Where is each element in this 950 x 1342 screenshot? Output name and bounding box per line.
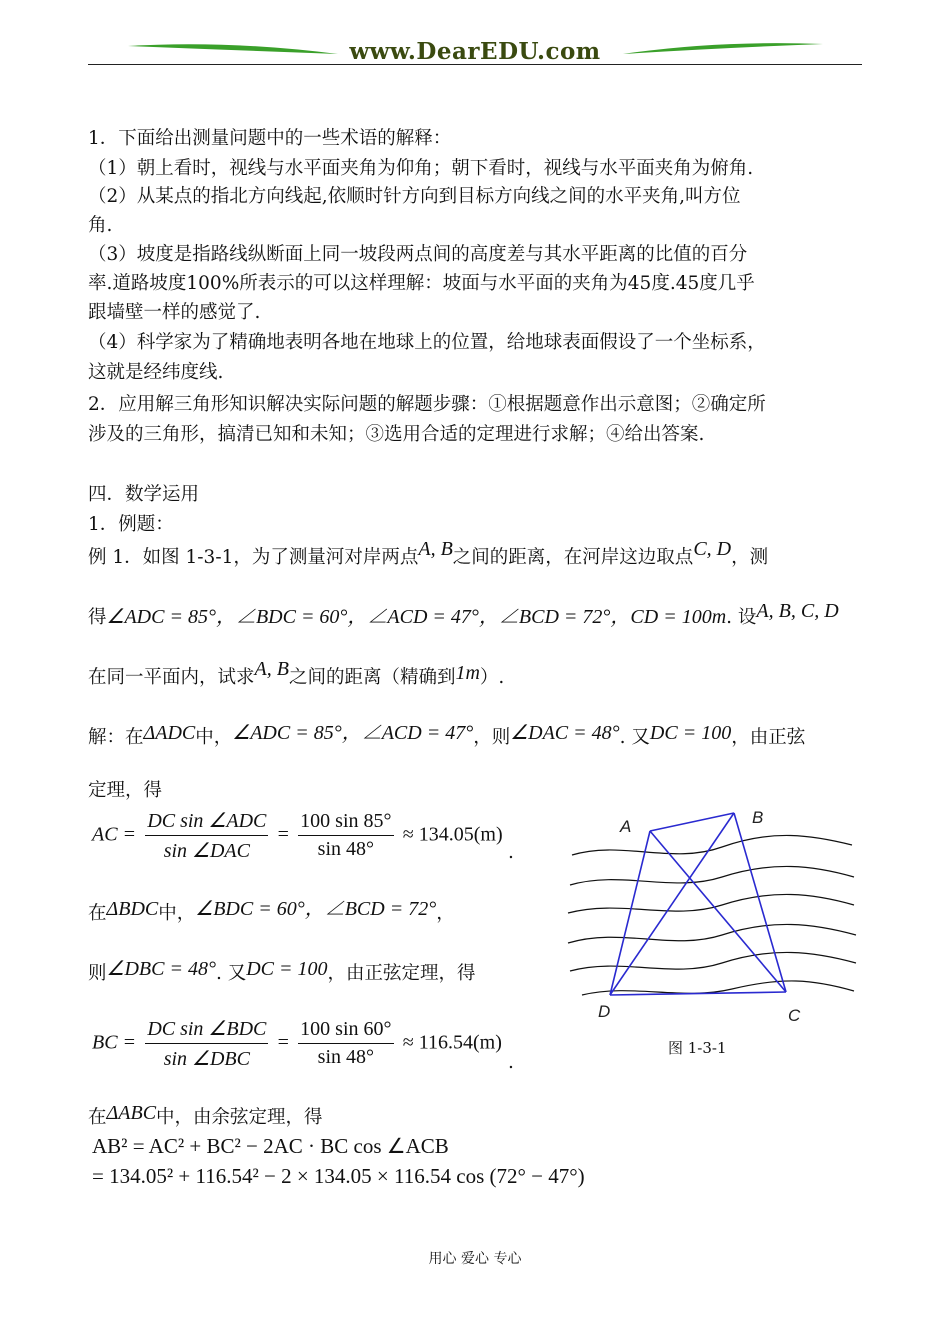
terms-line: （4）科学家为了精确地表明各地在地球上的位置，给地球表面假设了一个坐标系，	[88, 332, 766, 353]
page-footer: 用心 爱心 专心	[428, 1251, 522, 1267]
label-d: D	[598, 1002, 611, 1021]
header-rule	[88, 64, 862, 65]
label-c: C	[788, 1006, 801, 1025]
terms-line: 涉及的三角形，搞清已知和未知；③选用合适的定理进行求解；④给出答案.	[88, 424, 705, 445]
terms-line: 率.道路坡度100%所表示的可以这样理解：坡面与水平面的夹角为45度.45度几乎	[88, 273, 755, 294]
equation-ab-line-1: AB² = AC² + BC² − 2AC · BC cos ∠ACB	[92, 1134, 449, 1158]
river-lines	[568, 835, 856, 995]
terms-line: （1）朝上看时，视线与水平面夹角为仰角；朝下看时，视线与水平面夹角为俯角.	[88, 158, 754, 179]
terms-title: 1．下面给出测量问题中的一些术语的解释：	[88, 128, 452, 149]
example-line-3: 在同一平面内，试求A, B之间的距离（精确到1m）.	[88, 658, 505, 688]
terms-line: 跟墙壁一样的感觉了.	[88, 302, 261, 323]
solution-line-4: 则∠DBC = 48°. 又DC = 100，由正弦定理，得	[88, 958, 476, 984]
example-line-1: 例 1．如图 1-3-1，为了测量河对岸两点A, B之间的距离，在河岸这边取点C, D，测	[88, 538, 769, 568]
site-logo-text: www.DearEDU.com	[349, 38, 601, 65]
equation-period: .	[508, 842, 514, 863]
terms-line: （2）从某点的指北方向线起,依顺时针方向到目标方向线之间的水平夹角,叫方位	[88, 186, 741, 207]
solution-line-1: 解：在ΔADC中，∠ADC = 85°，∠ACD = 47°，则∠DAC = 48°. 又DC = 100，由正弦	[88, 722, 806, 748]
example-line-2: 得∠ADC = 85°，∠BDC = 60°，∠ACD = 47°，∠BCD = 72°，CD = 100m. 设A, B, C, D	[88, 600, 839, 628]
label-b: B	[752, 808, 764, 827]
terms-line: 角.	[88, 215, 113, 236]
solution-line-2: 定理，得	[88, 780, 163, 801]
page-header	[88, 36, 862, 68]
equation-period: .	[508, 1052, 514, 1073]
terms-line: 这就是经纬度线.	[88, 362, 224, 383]
solution-line-5: 在ΔABC中，由余弦定理，得	[88, 1102, 323, 1128]
section-heading: 四．数学运用	[88, 484, 200, 505]
figure-caption: 图 1-3-1	[668, 1039, 727, 1057]
equation-bc: BC = $\frac{\text{DC sin ∠BDC}}{\text{sin ∠DBC}}$ = $\frac{100 \sin 60^\circ}{\sin 48^\circ}$ ≈ 116.54(m)	[92, 1018, 502, 1070]
equation-ab-line-2: = 134.05² + 116.54² − 2 × 134.05 × 116.54 cos (72° − 47°)	[92, 1164, 585, 1188]
label-a: A	[620, 817, 632, 836]
river-figure	[562, 795, 862, 1030]
terms-line: 2．应用解三角形知识解决实际问题的解题步骤：①根据题意作出示意图；②确定所	[88, 394, 766, 415]
solution-line-3: 在ΔBDC中，∠BDC = 60°，∠BCD = 72°，	[88, 898, 455, 924]
terms-line: （3）坡度是指路线纵断面上同一坡段两点间的高度差与其水平距离的比值的百分	[88, 244, 748, 265]
subsection-heading: 1．例题：	[88, 514, 174, 535]
equation-ac: AC = $\frac{\text{DC sin ∠ADC}}{\text{sin ∠DAC}}$ = $\frac{100 \sin 85^\circ}{\sin 48^\circ}$ ≈ 134.05(m)	[92, 810, 503, 862]
